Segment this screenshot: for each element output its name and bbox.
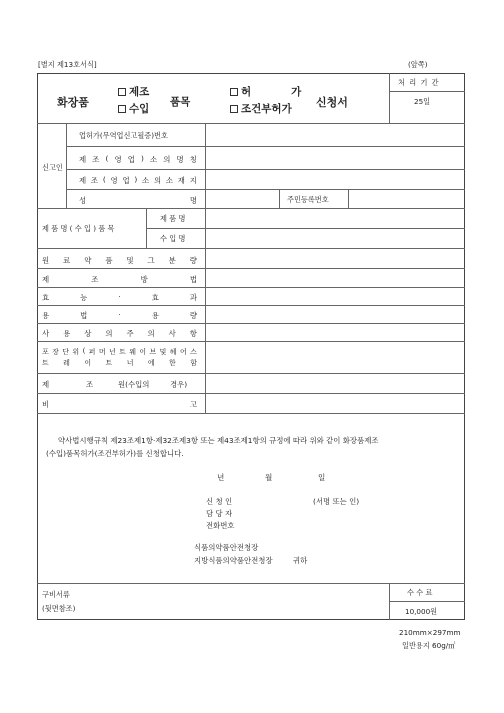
fee-label: 수 수 료 [407,588,433,597]
paper-weight: 일반용지 60g/㎡ [402,641,456,650]
name-label: 성 명 [79,196,197,205]
applicant-section-label: 신고인 [42,163,63,172]
checkbox-icon [118,88,126,96]
title-item: 품목 [170,96,191,108]
remarks-label: 비 고 [42,400,197,409]
option-import[interactable]: 수입 [118,101,149,116]
office-name-label: 제 조 ( 영 업 ) 소 의 명 칭 [79,154,197,164]
option-manufacture[interactable]: 제조 [118,84,149,99]
product-label: 제 품 명 [160,214,186,223]
packaging-label-line2: 트 레 이 트 너 에 한 함 [42,359,197,367]
checkbox-icon [230,88,238,96]
date-year: 년 [217,473,225,482]
form-number: [별지 제13호서식] [38,60,97,69]
recipient-line-2: 지방식품의약품안전청장 [194,556,273,565]
recipient-line-1: 식품의약품안전청장 [194,543,259,552]
manufacturer-label-c: 원(수입의 [118,380,150,389]
ingredients-label: 원 료 약 품 및 그 분 량 [42,256,197,265]
applicant-sign-label: 신 청 인 [206,497,233,506]
processing-value: 25일 [414,97,431,106]
required-docs-label: 구비서류 [42,590,70,599]
option-conditional[interactable]: 조건부허가 [230,101,292,116]
manufacturer-label-d: 경우) [170,380,188,389]
manufacturer-label-b: 조 [86,380,94,389]
product-name-label: 제 품 명 ( 수 입 ) 품 목 [42,224,115,233]
fee-value: 10,000원 [405,607,438,616]
phone-label: 전화번호 [206,521,235,530]
method-label: 제 조 방 법 [42,275,197,284]
usage-label: 용 법 · 용 량 [42,310,197,320]
recipient-honorific: 귀하 [293,556,308,565]
paper-size: 210mm×297mm [399,628,461,637]
page-side: (앞쪽) [408,60,428,69]
resident-number-label: 주민등록번호 [287,195,329,204]
statement-line-2: (수입)품목허가(조건부허가)를 신청합니다. [46,449,184,458]
date-day: 일 [318,473,326,482]
permit-number-label: 업허가(무역업신고필증)번호 [79,131,168,140]
sign-note: (서명 또는 인) [313,497,360,506]
title-product: 화장품 [57,96,89,109]
processing-label: 처 리 기 간 [398,78,440,87]
statement-line-1: 약사법시행규칙 제23조제1항·제32조제3항 또는 제43조제1항의 규정에 따라 위와 같이 화장품제조 [58,436,379,445]
office-address-label: 제 조 ( 영 업 ) 소 의 소 재 지 [79,175,197,185]
precautions-label: 사 용 상 의 주 의 사 항 [42,329,197,338]
manufacturer-label-a: 제 [42,380,50,389]
date-month: 월 [265,473,273,482]
checkbox-icon [230,105,238,113]
required-docs-note: (뒷면참조) [42,604,76,613]
packaging-label-line1: 포 장 단 위 ( 퍼 머 넌 트 웨 이 브 및 헤 어 스 [42,347,197,356]
option-permit[interactable]: 허 가 [230,84,301,99]
import-label: 수 입 명 [160,234,186,243]
efficacy-label: 효 능 · 효 과 [42,292,197,302]
title-application: 신청서 [316,96,348,109]
checkbox-icon [118,105,126,113]
person-in-charge-label: 담 당 자 [206,509,233,518]
